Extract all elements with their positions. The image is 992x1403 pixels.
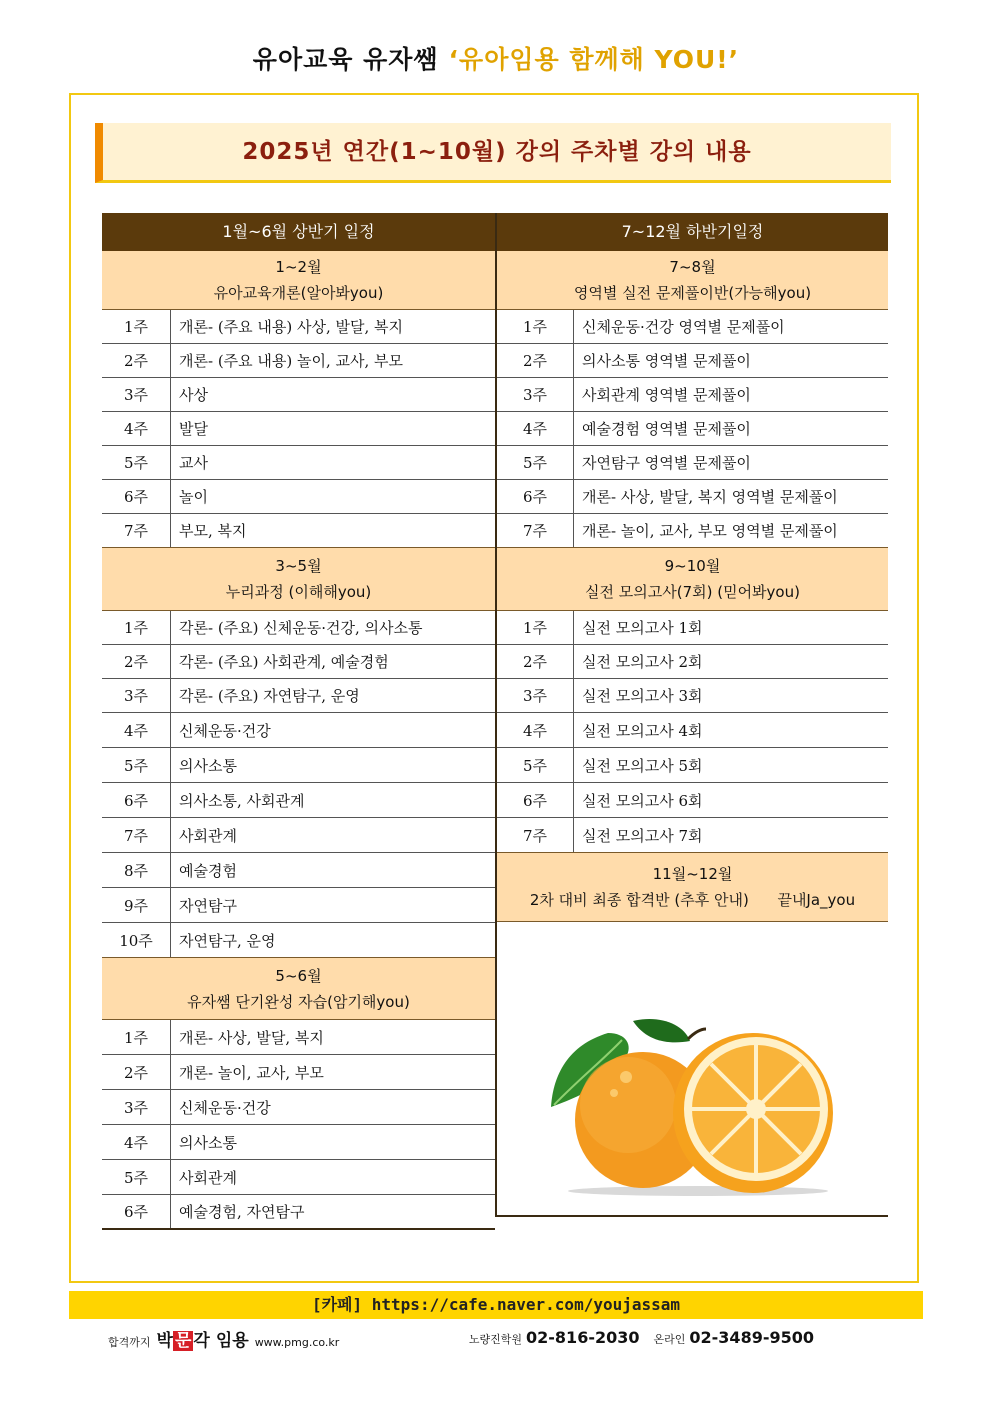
- table-row: 6주 실전 모의고사 6회: [497, 783, 888, 818]
- orange-illustration: [548, 1015, 838, 1200]
- title-highlight: ‘유아임용 함께해 YOU!’: [448, 45, 740, 74]
- online-phone: 02-3489-9500: [689, 1328, 814, 1347]
- table-row: 3주 실전 모의고사 3회: [497, 679, 888, 713]
- table-row: 10주 자연탐구, 운영: [102, 923, 495, 958]
- schedule-banner: 2025년 연간(1~10월) 강의 주차별 강의 내용: [95, 123, 891, 183]
- table-row: 4주 실전 모의고사 4회: [497, 713, 888, 748]
- cafe-link[interactable]: [카페] https://cafe.naver.com/youjassam: [69, 1291, 923, 1319]
- table-row: 5주 자연탐구 영역별 문제풀이: [497, 446, 888, 480]
- first-half-schedule: [102, 213, 495, 1230]
- second-half-header: 7~12월 하반기일정: [497, 213, 888, 251]
- table-row: 6주 예술경험, 자연탐구: [102, 1195, 495, 1228]
- section-nov-dec: 11월~12월 2차 대비 최종 합격반 (추후 안내) 끝내Ja_you: [497, 853, 888, 922]
- table-row: 3주 각론- (주요) 자연탐구, 운영: [102, 679, 495, 713]
- table-row: 4주 신체운동·건강: [102, 713, 495, 748]
- website-link[interactable]: www.pmg.co.kr: [254, 1336, 340, 1349]
- table-row: 2주 실전 모의고사 2회: [497, 645, 888, 679]
- table-row: 2주 개론- (주요 내용) 놀이, 교사, 부모: [102, 344, 495, 378]
- table-row: 5주 실전 모의고사 5회: [497, 748, 888, 783]
- publisher-brand: 합격까지 박 문 각 임용 www.pmg.co.kr: [108, 1326, 339, 1351]
- table-row: 2주 의사소통 영역별 문제풀이: [497, 344, 888, 378]
- section-mar-may: 3~5월 누리과정 (이해해you): [102, 548, 495, 611]
- section-jan-feb: 1~2월 유아교육개론(알아봐you): [102, 251, 495, 310]
- table-row: 7주 실전 모의고사 7회: [497, 818, 888, 853]
- first-half-header: 1월~6월 상반기 일정: [102, 213, 495, 251]
- table-row: 4주 예술경험 영역별 문제풀이: [497, 412, 888, 446]
- table-row: 7주 개론- 놀이, 교사, 부모 영역별 문제풀이: [497, 514, 888, 548]
- orange-leaf-2: [633, 1019, 690, 1042]
- table-row: 1주 신체운동·건강 영역별 문제풀이: [497, 310, 888, 344]
- table-row: 6주 개론- 사상, 발달, 복지 영역별 문제풀이: [497, 480, 888, 514]
- table-row: 6주 의사소통, 사회관계: [102, 783, 495, 818]
- table-row: 1주 개론- (주요 내용) 사상, 발달, 복지: [102, 310, 495, 344]
- brand-logo: 박 문 각: [156, 1331, 210, 1351]
- campus-phone: 02-816-2030: [526, 1328, 640, 1347]
- table-row: 3주 사상: [102, 378, 495, 412]
- second-half-schedule: [497, 213, 888, 922]
- page-title: 유아교육 유자쌤 ‘유아임용 함께해 YOU!’: [252, 45, 740, 74]
- table-row: 9주 자연탐구: [102, 888, 495, 923]
- table-bottom-rule: [497, 1215, 888, 1217]
- table-row: 4주 의사소통: [102, 1125, 495, 1160]
- table-row: 3주 사회관계 영역별 문제풀이: [497, 378, 888, 412]
- table-row: 5주 사회관계: [102, 1160, 495, 1195]
- table-row: 7주 사회관계: [102, 818, 495, 853]
- table-row: 5주 의사소통: [102, 748, 495, 783]
- table-row: 4주 발달: [102, 412, 495, 446]
- orange-shadow: [568, 1186, 828, 1196]
- contact-info: 노량진학원 02-816-2030 온라인 02-3489-9500: [468, 1328, 814, 1347]
- section-sep-oct: 9~10월 실전 모의고사(7회) (믿어봐you): [497, 548, 888, 611]
- table-row: 8주 예술경험: [102, 853, 495, 888]
- table-row: 2주 개론- 놀이, 교사, 부모: [102, 1055, 495, 1090]
- section-jul-aug: 7~8월 영역별 실전 문제풀이반(가능해you): [497, 251, 888, 310]
- table-row: 3주 신체운동·건강: [102, 1090, 495, 1125]
- table-row: 7주 부모, 복지: [102, 514, 495, 548]
- table-row: 1주 실전 모의고사 1회: [497, 611, 888, 645]
- table-row: 2주 각론- (주요) 사회관계, 예술경험: [102, 645, 495, 679]
- table-row: 5주 교사: [102, 446, 495, 480]
- section-may-jun: 5~6월 유자쌤 단기완성 자습(암기해you): [102, 958, 495, 1020]
- table-row: 6주 놀이: [102, 480, 495, 514]
- table-row: 1주 개론- 사상, 발달, 복지: [102, 1020, 495, 1055]
- table-row: 1주 각론- (주요) 신체운동·건강, 의사소통: [102, 611, 495, 645]
